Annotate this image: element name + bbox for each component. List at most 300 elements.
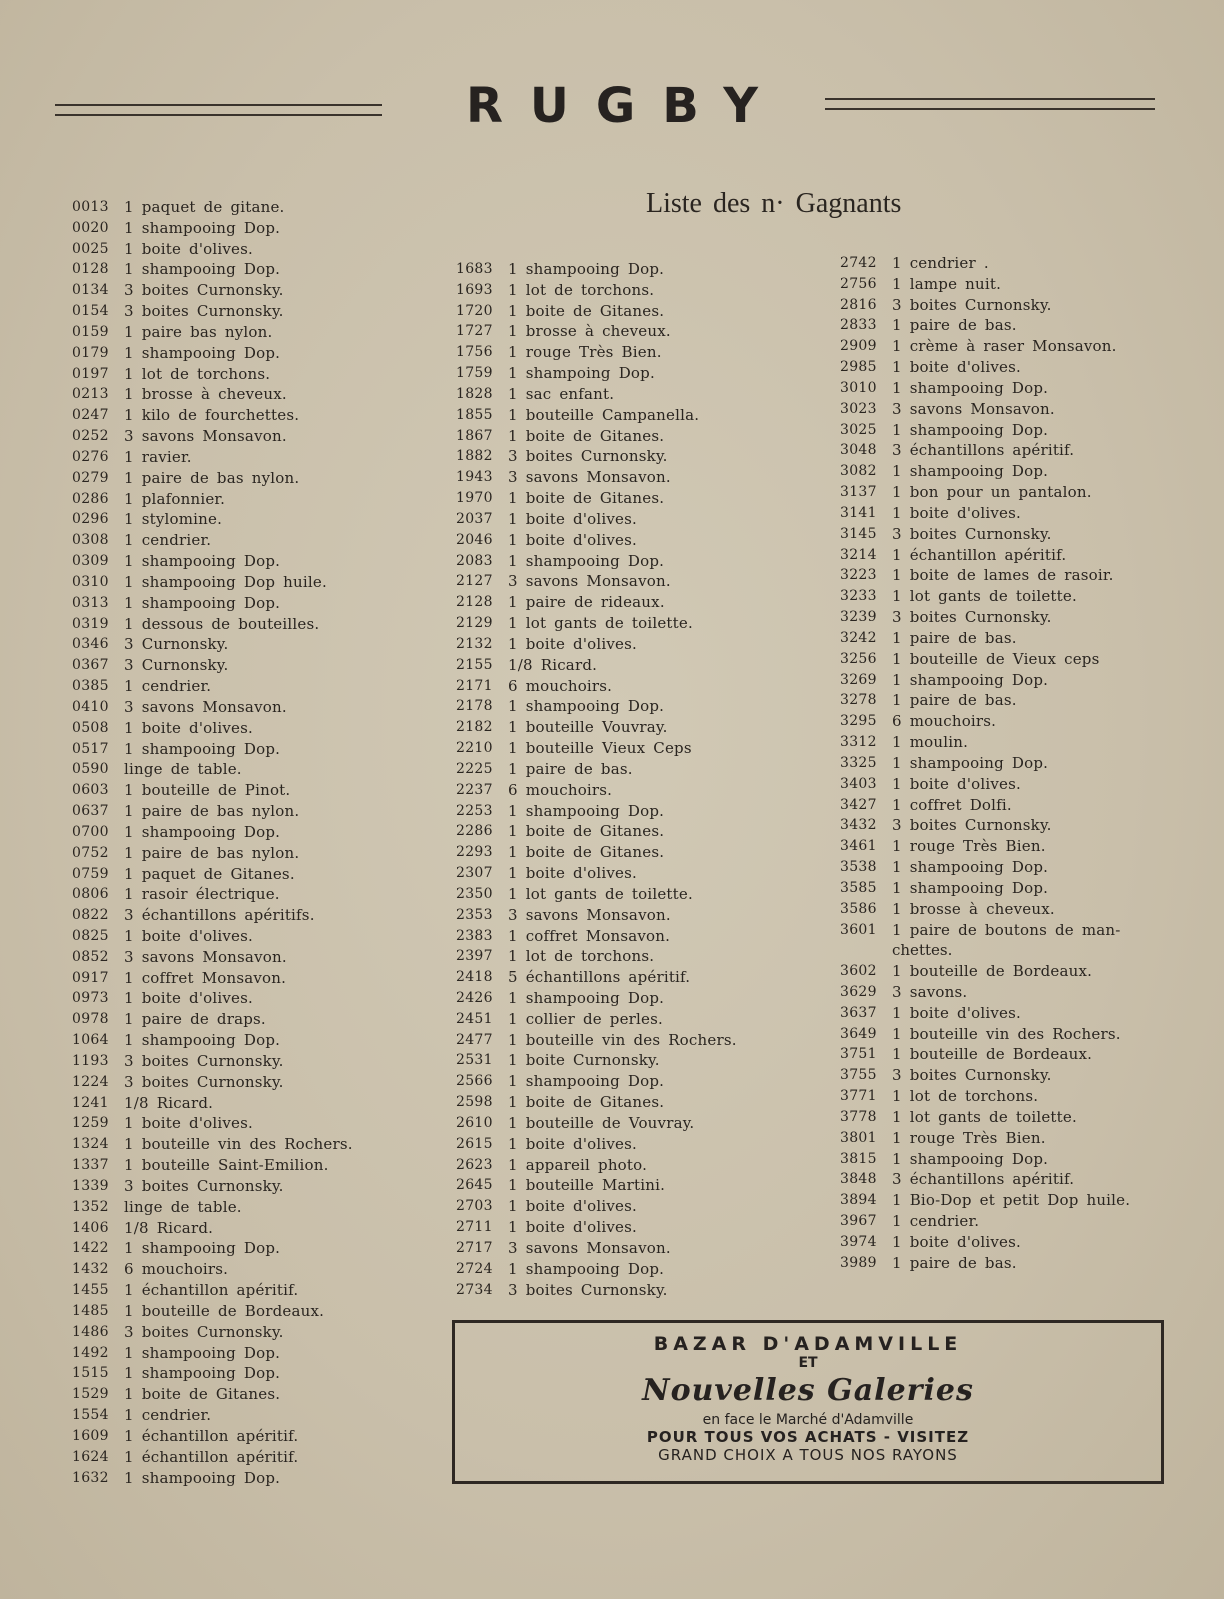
ticket-number: 0637 (72, 803, 109, 820)
prize-description: 1 paire de bas nylon. (124, 468, 300, 487)
prize-description: 1 boite de Gitanes. (508, 426, 665, 445)
prize-description: 1 boite d'olives. (124, 989, 253, 1008)
prize-description: 1 rouge Très Bien. (508, 343, 662, 362)
winner-row (840, 857, 1130, 878)
ticket-number: 3815 (840, 1150, 877, 1167)
ticket-number: 0025 (72, 240, 109, 257)
prize-description: 1 échantillon apéritif. (124, 1426, 299, 1445)
ticket-number: 3141 (840, 504, 877, 521)
ticket-number: 2350 (456, 885, 493, 902)
ticket-number: 1943 (456, 469, 493, 486)
prize-description: 1 brosse à cheveux. (124, 385, 287, 404)
ticket-number: 3755 (840, 1067, 877, 1084)
winner-row (72, 384, 353, 405)
winner-row (72, 822, 353, 843)
prize-description: 1 lampe nuit. (892, 274, 1002, 293)
winner-row (840, 378, 1130, 399)
ad-choice: GRAND CHOIX A TOUS NOS RAYONS (658, 1446, 958, 1464)
prize-description: 3 savons Monsavon. (508, 572, 671, 591)
ticket-number: 2127 (456, 573, 493, 590)
winner-row (456, 1175, 737, 1196)
prize-description: 1 rasoir électrique. (124, 885, 280, 904)
ticket-number: 1337 (72, 1157, 109, 1174)
header-rule-right (825, 98, 1155, 110)
winner-row (72, 364, 353, 385)
winner-row (840, 1024, 1130, 1045)
ticket-number: 2418 (456, 969, 493, 986)
ticket-number: 1515 (72, 1365, 109, 1382)
winner-row (456, 1030, 737, 1051)
winner-row (840, 1169, 1130, 1190)
ticket-number: 3137 (840, 484, 877, 501)
winner-row (72, 718, 353, 739)
prize-description-continuation: chettes. (892, 941, 953, 960)
ticket-number: 1855 (456, 406, 493, 423)
prize-description: 1 sac enfant. (508, 384, 615, 403)
prize-description: 3 savons Monsavon. (124, 697, 287, 716)
prize-description: 3 boites Curnonsky. (892, 816, 1052, 835)
prize-description: 1 boite d'olives. (892, 1003, 1021, 1022)
prize-description: 1 boite d'olives. (508, 509, 637, 528)
ticket-number: 0213 (72, 386, 109, 403)
ticket-number: 0179 (72, 344, 109, 361)
prize-description: 1 Bio-Dop et petit Dop huile. (892, 1191, 1131, 1210)
ticket-number: 2307 (456, 865, 493, 882)
prize-description: 1 boite d'olives. (508, 1218, 637, 1237)
prize-description: 6 mouchoirs. (892, 712, 997, 731)
prize-description: 1 shampooing Dop. (124, 739, 281, 758)
prize-description: 1 boite de lames de rasoir. (892, 566, 1114, 585)
ticket-number: 2742 (840, 255, 877, 271)
winner-row (72, 259, 353, 280)
winners-column-2 (456, 259, 737, 1300)
ticket-number: 2155 (456, 656, 493, 673)
winner-row (72, 968, 353, 989)
ticket-number: 0917 (72, 969, 109, 986)
winner-row (456, 446, 737, 467)
winner-row (840, 1003, 1130, 1024)
ticket-number: 2816 (840, 296, 877, 313)
winner-row (72, 1134, 353, 1155)
ticket-number: 3801 (840, 1129, 877, 1146)
ticket-number: 0134 (72, 282, 109, 299)
page-title: RUGBY (465, 78, 786, 134)
winner-row (840, 399, 1130, 420)
ticket-number: 2566 (456, 1073, 493, 1090)
winner-row (72, 509, 353, 530)
winner-row (72, 426, 353, 447)
ticket-number: 1486 (72, 1323, 109, 1340)
prize-description: 1 shampooing Dop. (508, 801, 665, 820)
winner-row (72, 1322, 353, 1343)
winner-row (72, 405, 353, 426)
winner-row (456, 1196, 737, 1217)
prize-description: 1 shampoing Dop. (508, 364, 655, 383)
prize-description: linge de table. (124, 1197, 242, 1216)
ticket-number: 0154 (72, 303, 109, 320)
winner-row (72, 1405, 353, 1426)
winner-row (840, 815, 1130, 836)
winner-row (456, 821, 737, 842)
winner-row (72, 301, 353, 322)
winner-row (840, 461, 1130, 482)
winner-row (840, 1232, 1130, 1253)
ticket-number: 1193 (72, 1052, 109, 1069)
ticket-number: 1422 (72, 1240, 109, 1257)
winner-row (72, 1363, 353, 1384)
winner-row (456, 613, 737, 634)
ticket-number: 0385 (72, 678, 109, 695)
prize-description: 3 boites Curnonsky. (124, 302, 284, 321)
ticket-number: 2645 (456, 1177, 493, 1194)
winner-row (456, 905, 737, 926)
winner-row (456, 1238, 737, 1259)
winner-row (72, 489, 353, 510)
ticket-number: 3751 (840, 1046, 877, 1063)
ticket-number: 0308 (72, 532, 109, 549)
winner-row (840, 586, 1130, 607)
winner-row (72, 1197, 353, 1218)
winner-row (456, 592, 737, 613)
prize-description: 3 savons Monsavon. (508, 468, 671, 487)
prize-description: 3 boites Curnonsky. (892, 608, 1052, 627)
prize-description: 1 shampooing Dop huile. (124, 572, 327, 591)
winner-row (72, 884, 353, 905)
ticket-number: 2756 (840, 275, 877, 292)
ticket-number: 0852 (72, 948, 109, 965)
winner-row (456, 842, 737, 863)
winner-row (456, 884, 737, 905)
winner-row (72, 1218, 353, 1239)
winner-row (456, 676, 737, 697)
ticket-number: 2985 (840, 359, 877, 376)
ticket-number: 1882 (456, 448, 493, 465)
prize-description: 1 paire de bas. (892, 691, 1017, 710)
winner-row (840, 899, 1130, 920)
prize-description: 3 savons. (892, 982, 968, 1001)
ticket-number: 0286 (72, 490, 109, 507)
prize-description: 1 shampooing Dop. (508, 260, 665, 278)
ticket-number: 2451 (456, 1010, 493, 1027)
prize-description: 1 échantillon apéritif. (892, 545, 1067, 564)
prize-description: 1 boite d'olives. (892, 774, 1021, 793)
prize-description: 1 boite de Gitanes. (508, 822, 665, 841)
prize-description: 1 échantillon apéritif. (124, 1281, 299, 1300)
prize-description: 1 boite d'olives. (508, 634, 637, 653)
ticket-number: 0822 (72, 907, 109, 924)
ticket-number: 0013 (72, 199, 109, 215)
ticket-number: 3894 (840, 1192, 877, 1209)
ticket-number: 3145 (840, 525, 877, 542)
winner-row (72, 593, 353, 614)
ticket-number: 0590 (72, 761, 109, 778)
winner-row (840, 982, 1130, 1003)
ticket-number: 1632 (72, 1469, 109, 1486)
winner-row (72, 1176, 353, 1197)
winner-row (456, 1259, 737, 1280)
winner-row (456, 530, 737, 551)
prize-description: 1 kilo de fourchettes. (124, 406, 300, 425)
prize-description: 1 boite d'olives. (124, 926, 253, 945)
prize-description: 1 shampooing Dop. (124, 260, 281, 279)
ticket-number: 3586 (840, 900, 877, 917)
prize-description: 1 boite de Gitanes. (508, 489, 665, 508)
ticket-number: 2531 (456, 1052, 493, 1069)
prize-description: 1 paire de boutons de man- (892, 920, 1121, 939)
prize-description: 1 brosse à cheveux. (508, 322, 671, 341)
winner-row (72, 1009, 353, 1030)
prize-description: 1 lot gants de toilette. (892, 1107, 1077, 1126)
winner-row (456, 655, 737, 676)
winner-row (72, 1343, 353, 1364)
winner-row (72, 1447, 353, 1468)
winner-row (456, 467, 737, 488)
winner-row (456, 488, 737, 509)
ticket-number: 0159 (72, 323, 109, 340)
winner-row (456, 1134, 737, 1155)
prize-description: 5 échantillons apéritif. (508, 968, 691, 987)
ticket-number: 2711 (456, 1219, 493, 1236)
prize-description: 1 crème à raser Monsavon. (892, 337, 1117, 356)
winner-row (72, 988, 353, 1009)
ticket-number: 0319 (72, 615, 109, 632)
prize-description: 1 shampooing Dop. (892, 378, 1049, 397)
prize-description: 1 bon pour un pantalon. (892, 483, 1092, 502)
prize-description: 1 boite d'olives. (508, 864, 637, 883)
winner-row (840, 420, 1130, 441)
prize-description: 1 échantillon apéritif. (124, 1447, 299, 1466)
ticket-number: 3432 (840, 817, 877, 834)
winner-row (72, 468, 353, 489)
winner-row (72, 739, 353, 760)
ticket-number: 3214 (840, 546, 877, 563)
prize-description: 1 lot de torchons. (508, 947, 655, 966)
winner-row (72, 1280, 353, 1301)
list-subtitle: Liste des n· Gagnants (646, 188, 902, 219)
winner-row (72, 280, 353, 301)
prize-description: 3 savons Monsavon. (124, 427, 287, 446)
winner-row (840, 1253, 1130, 1274)
winner-row (840, 1211, 1130, 1232)
ad-visit: POUR TOUS VOS ACHATS - VISITEZ (646, 1428, 970, 1446)
ticket-number: 1683 (456, 261, 493, 277)
prize-description: 1 cendrier. (124, 1406, 212, 1425)
winner-row (840, 774, 1130, 795)
ticket-number: 0806 (72, 886, 109, 903)
winner-row (456, 967, 737, 988)
ticket-number: 3256 (840, 650, 877, 667)
prize-description: 1 shampooing Dop. (124, 1031, 281, 1050)
prize-description: 1 lot de torchons. (892, 1087, 1039, 1106)
prize-description: 1 paquet de gitane. (124, 198, 285, 216)
prize-description: 1 bouteille de Bordeaux. (124, 1301, 325, 1320)
prize-description: 3 échantillons apéritif. (892, 441, 1075, 460)
prize-description: 3 boites Curnonsky. (892, 1066, 1052, 1085)
winner-row (72, 447, 353, 468)
ticket-number: 1624 (72, 1448, 109, 1465)
prize-description: 1 boite d'olives. (892, 1232, 1021, 1251)
prize-description: 1 bouteille Martini. (508, 1176, 666, 1195)
ticket-number: 1867 (456, 427, 493, 444)
ticket-number: 0247 (72, 407, 109, 424)
ticket-number: 0346 (72, 636, 109, 653)
winner-row (840, 1065, 1130, 1086)
ticket-number: 2397 (456, 948, 493, 965)
prize-description: 1 cendrier. (124, 531, 212, 550)
ticket-number: 1609 (72, 1427, 109, 1444)
ticket-number: 0759 (72, 865, 109, 882)
prize-description: 1 collier de perles. (508, 1009, 663, 1028)
ticket-number: 3269 (840, 671, 877, 688)
winner-row (456, 926, 737, 947)
prize-description: 1 shampooing Dop. (124, 593, 281, 612)
winner-row (840, 565, 1130, 586)
ticket-number: 2083 (456, 552, 493, 569)
winner-row (456, 1009, 737, 1030)
prize-description: 1 shampooing Dop. (508, 551, 665, 570)
ticket-number: 2171 (456, 677, 493, 694)
prize-description: 1 plafonnier. (124, 489, 226, 508)
prize-description: 3 Curnonsky. (124, 635, 229, 654)
winner-row (72, 1051, 353, 1072)
prize-description: 1 shampooing Dop. (892, 858, 1049, 877)
winner-row (456, 551, 737, 572)
winner-row (456, 1217, 737, 1238)
prize-description: 1 stylomine. (124, 510, 223, 529)
prize-description: 1 paire de bas. (892, 1253, 1017, 1272)
winner-row (840, 649, 1130, 670)
prize-description: 1 bouteille de Pinot. (124, 781, 291, 800)
prize-description: 1 lot gants de toilette. (508, 614, 693, 633)
ticket-number: 3629 (840, 983, 877, 1000)
ticket-number: 0367 (72, 657, 109, 674)
winner-row (72, 676, 353, 697)
winner-row (840, 1086, 1130, 1107)
ticket-number: 0517 (72, 740, 109, 757)
winner-row (72, 926, 353, 947)
winner-row (840, 670, 1130, 691)
winner-row (456, 801, 737, 822)
prize-description: 1 bouteille vin des Rochers. (508, 1030, 737, 1049)
prize-description: 1 bouteille vin des Rochers. (892, 1024, 1121, 1043)
ticket-number: 0276 (72, 448, 109, 465)
winner-row (840, 690, 1130, 711)
prize-description: 1 coffret Monsavon. (124, 968, 287, 987)
winner-row (456, 321, 737, 342)
prize-description: 1 boite d'olives. (508, 530, 637, 549)
prize-description: 1 rouge Très Bien. (892, 837, 1046, 856)
prize-description: 3 boites Curnonsky. (124, 1176, 284, 1195)
ticket-number: 3602 (840, 963, 877, 980)
prize-description: 3 boites Curnonsky. (892, 524, 1052, 543)
ticket-number: 3239 (840, 609, 877, 626)
prize-description: 1 shampooing Dop. (892, 878, 1049, 897)
prize-description: 1 bouteille de Bordeaux. (892, 1045, 1093, 1064)
winner-row (840, 1107, 1130, 1128)
winner-row (840, 753, 1130, 774)
winner-row (72, 572, 353, 593)
prize-description: 1 paire de bas nylon. (124, 843, 300, 862)
ticket-number: 2132 (456, 635, 493, 652)
ticket-number: 1224 (72, 1073, 109, 1090)
winner-row (72, 634, 353, 655)
prize-description: 1 paire de bas. (892, 316, 1017, 335)
winner-row (456, 634, 737, 655)
winner-row (456, 988, 737, 1009)
winner-row (456, 280, 737, 301)
winner-row (72, 697, 353, 718)
ad-shop-name: Nouvelles Galeries (642, 1373, 974, 1408)
winner-row (456, 571, 737, 592)
prize-description: 1 lot de torchons. (508, 280, 655, 299)
ticket-number: 3023 (840, 400, 877, 417)
ticket-number: 2383 (456, 927, 493, 944)
prize-description: 1 bouteille Campanella. (508, 405, 700, 424)
prize-description: 1 shampooing Dop. (508, 1072, 665, 1091)
prize-description: 3 savons Monsavon. (508, 1238, 671, 1257)
ticket-number: 0197 (72, 365, 109, 382)
ticket-number: 1352 (72, 1198, 109, 1215)
ticket-number: 3278 (840, 692, 877, 709)
ticket-number: 1828 (456, 385, 493, 402)
winner-row (840, 295, 1130, 316)
ticket-number: 2623 (456, 1156, 493, 1173)
ticket-number: 3325 (840, 754, 877, 771)
winner-row (840, 836, 1130, 857)
winner-row (72, 1238, 353, 1259)
prize-description: 1 boite d'olives. (508, 1134, 637, 1153)
ticket-number: 1727 (456, 323, 493, 340)
prize-description: linge de table. (124, 760, 242, 779)
ticket-number: 3242 (840, 629, 877, 646)
prize-description: 1/8 Ricard. (124, 1218, 214, 1237)
prize-description: 1 paire de bas. (508, 759, 633, 778)
ticket-number: 3025 (840, 421, 877, 438)
ticket-number: 3010 (840, 379, 877, 396)
prize-description: 1 boite de Gitanes. (508, 301, 665, 320)
ticket-number: 0313 (72, 594, 109, 611)
ticket-number: 1970 (456, 490, 493, 507)
winner-row (840, 1044, 1130, 1065)
ticket-number: 1324 (72, 1136, 109, 1153)
winner-row (456, 946, 737, 967)
ticket-number: 2178 (456, 698, 493, 715)
winner-row (840, 336, 1130, 357)
prize-description: 1 shampooing Dop. (892, 670, 1049, 689)
ticket-number: 0700 (72, 823, 109, 840)
prize-description: 1 shampooing Dop. (124, 822, 281, 841)
prize-description: 1 shampooing Dop. (508, 697, 665, 716)
prize-description: 1 rouge Très Bien. (892, 1128, 1046, 1147)
ticket-number: 0296 (72, 511, 109, 528)
winner-row (72, 218, 353, 239)
ticket-number: 2610 (456, 1114, 493, 1131)
prize-description: 1 dessous de bouteilles. (124, 614, 320, 633)
ticket-number: 1529 (72, 1386, 109, 1403)
winner-row (456, 426, 737, 447)
prize-description: 3 boites Curnonsky. (124, 281, 284, 300)
prize-description: 1/8 Ricard. (124, 1093, 214, 1112)
winner-row (456, 509, 737, 530)
advertisement-box (452, 1320, 1164, 1484)
winner-row (72, 239, 353, 260)
ticket-number: 0603 (72, 782, 109, 799)
prize-description: 1 ravier. (124, 447, 192, 466)
winner-row (840, 545, 1130, 566)
prize-description: 3 savons Monsavon. (124, 947, 287, 966)
prize-description: 1 boite d'olives. (124, 239, 253, 258)
ticket-number: 3649 (840, 1025, 877, 1042)
